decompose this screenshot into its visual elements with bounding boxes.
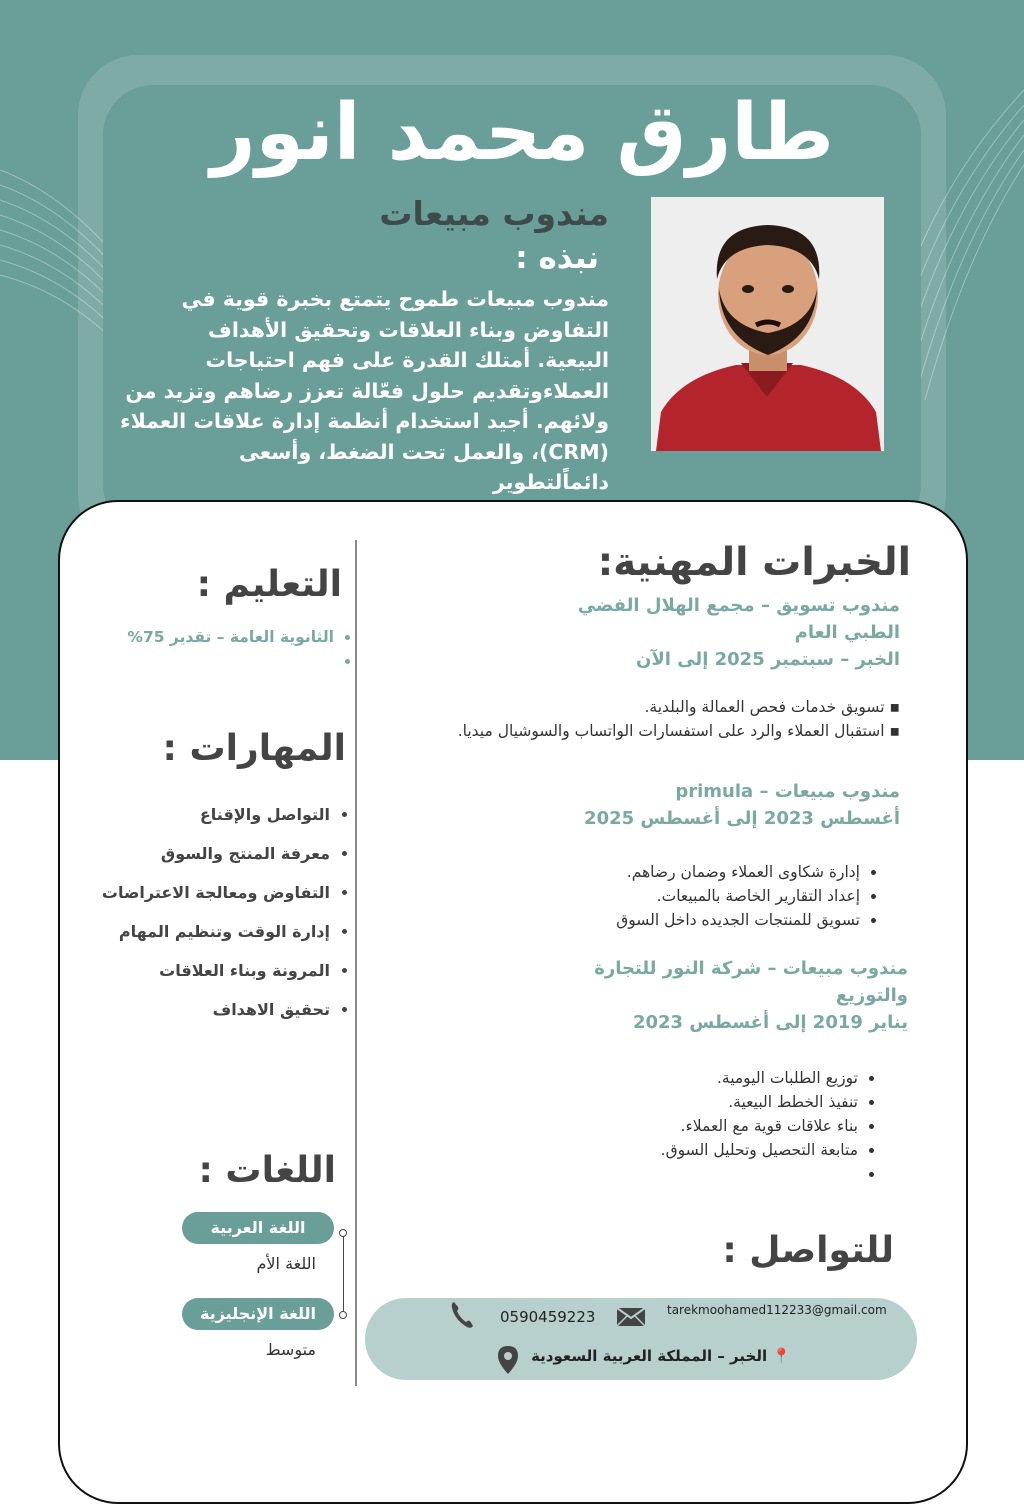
location: 📍 الخبر – المملكة العربية السعودية xyxy=(531,1347,791,1365)
skills-heading: المهارات : xyxy=(162,728,346,769)
language-dot xyxy=(339,1311,347,1319)
language-pill-english: اللغة الإنجليزية xyxy=(182,1298,334,1330)
education-item xyxy=(74,649,334,673)
skill-item: • التواصل والإقناع xyxy=(70,795,330,834)
job-period: الخبر – سبتمبر 2025 إلى الآن xyxy=(636,649,900,670)
job-task: • تسويق للمنتجات الجديده داخل السوق xyxy=(430,908,860,932)
summary-line: التفاوض وبناء العلاقات وتحقيق الأهداف xyxy=(208,317,609,342)
job-title-line: مندوب مبيعات – primula xyxy=(675,781,900,802)
job-title-line: مندوب مبيعات – شركة النور للتجارة xyxy=(594,958,908,979)
location-pin-icon xyxy=(497,1345,519,1375)
job-period: أغسطس 2023 إلى أغسطس 2025 xyxy=(584,808,900,829)
job-task: ▪ تسويق خدمات فحص العمالة والبلدية. xyxy=(430,695,900,719)
job-task: • إدارة شكاوى العملاء وضمان رضاهم. xyxy=(430,860,860,884)
job-entry-2 xyxy=(430,778,900,932)
job-task: ▪ استقبال العملاء والرد على استفسارات الواتساب والسوشيال ميديا. xyxy=(430,719,900,743)
skill-item: • التفاوض ومعالجة الاعتراضات xyxy=(70,873,330,912)
job-tasks xyxy=(430,860,900,932)
experience-heading: الخبرات المهنية: xyxy=(597,540,911,585)
summary-heading: نبذه : xyxy=(515,240,599,276)
skills-list xyxy=(70,795,350,1029)
phone-number[interactable]: 0590459223 xyxy=(500,1308,596,1326)
job-task: • توزيع الطلبات اليومية. xyxy=(428,1066,858,1090)
job-title-line: مندوب تسويق – مجمع الهلال الفضي xyxy=(577,595,900,616)
job-task: • تنفيذ الخطط البيعية. xyxy=(428,1090,858,1114)
job-entry-1 xyxy=(430,592,900,743)
full-name: طارق محمد انور xyxy=(210,88,834,178)
summary-line: (CRM)، والعمل تحت الضغط، وأسعى دائماًلتطوير xyxy=(238,439,609,494)
job-entry-3 xyxy=(428,955,908,1186)
language-level: متوسط xyxy=(265,1340,316,1359)
phone-icon xyxy=(450,1300,474,1330)
language-dot xyxy=(339,1229,347,1237)
profile-photo xyxy=(651,197,884,451)
envelope-icon xyxy=(616,1307,646,1327)
job-title-line: الطبي العام xyxy=(794,622,900,643)
contact-heading: للتواصل : xyxy=(722,1230,894,1271)
education-item: • الثانوية العامة – تقدير 75% xyxy=(74,625,334,649)
languages-heading: اللغات : xyxy=(198,1150,336,1191)
summary-text xyxy=(119,284,609,528)
skill-item: • إدارة الوقت وتنظيم المهام xyxy=(70,912,330,951)
education-heading: التعليم : xyxy=(196,564,342,605)
job-title-line: والتوزيع xyxy=(835,985,908,1006)
summary-line: ولائهم. أجيد استخدام أنظمة إدارة علاقات العملاء xyxy=(120,409,609,433)
column-divider xyxy=(355,540,357,1386)
email-address[interactable]: tarekmoohamed112233@gmail.com xyxy=(667,1303,887,1317)
summary-line: البيعية. أمتلك القدرة على فهم احتياجات xyxy=(205,348,609,372)
job-tasks xyxy=(428,1066,908,1186)
skill-item: • المرونة وبناء العلاقات xyxy=(70,951,330,990)
language-pill-arabic: اللغة العربية xyxy=(182,1212,334,1244)
skill-item: • تحقيق الاهداف xyxy=(70,990,330,1029)
job-task: • متابعة التحصيل وتحليل السوق. xyxy=(428,1138,858,1162)
job-task: • إعداد التقارير الخاصة بالمبيعات. xyxy=(430,884,860,908)
job-period: يناير 2019 إلى أغسطس 2023 xyxy=(632,1012,908,1033)
portrait-illustration xyxy=(651,197,884,451)
education-list xyxy=(74,625,354,673)
job-task: • بناء علاقات قوية مع العملاء. xyxy=(428,1114,858,1138)
summary-line: مندوب مبيعات طموح يتمتع بخبرة قوية في xyxy=(181,287,609,311)
skill-item: • معرفة المنتج والسوق xyxy=(70,834,330,873)
language-level: اللغة الأم xyxy=(256,1254,316,1273)
job-task-empty xyxy=(428,1162,858,1186)
summary-line: العملاءوتقديم حلول فعّالة تعزز رضاهم وتزيد من xyxy=(125,378,609,403)
job-tasks xyxy=(430,695,900,743)
language-connector-line xyxy=(343,1232,344,1316)
job-title: مندوب مبيعات xyxy=(379,194,609,233)
